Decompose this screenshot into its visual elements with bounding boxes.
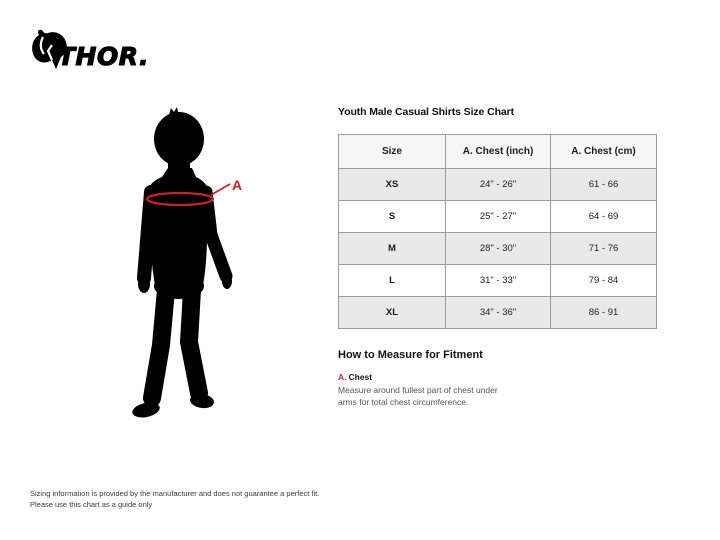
- cell-size: XL: [339, 297, 446, 329]
- table-row-l: [339, 265, 657, 297]
- table-row-s: [339, 201, 657, 233]
- brand-wordmark: THOR.: [58, 42, 149, 71]
- measure-item-key: A.: [338, 372, 347, 382]
- cell-chest-cm: 86 - 91: [551, 297, 657, 329]
- table-row-xl: [339, 297, 657, 329]
- cell-chest-inch: 31" - 33": [446, 265, 551, 297]
- cell-chest-inch: 24" - 26": [446, 169, 551, 201]
- cell-size: XS: [339, 169, 446, 201]
- youth-silhouette-figure: [110, 90, 310, 440]
- sizing-disclaimer: [30, 489, 319, 511]
- table-row-xs: [339, 169, 657, 201]
- cell-chest-inch: 34" - 36": [446, 297, 551, 329]
- cell-chest-inch: 25" - 27": [446, 201, 551, 233]
- how-to-measure-heading: How to Measure for Fitment: [338, 349, 483, 361]
- chest-measure-point-label: A: [232, 177, 243, 193]
- cell-size: L: [339, 265, 446, 297]
- cell-size: M: [339, 233, 446, 265]
- cell-chest-cm: 64 - 69: [551, 201, 657, 233]
- cell-chest-inch: 28" - 30": [446, 233, 551, 265]
- disclaimer-line-2: Please use this chart as a guide only: [30, 499, 153, 509]
- measure-item-description: Measure around fullest part of chest under arms for total chest circumference.: [338, 385, 498, 407]
- column-header-chest-cm: A. Chest (cm): [551, 135, 657, 169]
- child-silhouette: [131, 107, 232, 420]
- cell-size: S: [339, 201, 446, 233]
- table-header-row: [339, 135, 657, 169]
- size-chart-title: Youth Male Casual Shirts Size Chart: [338, 106, 515, 118]
- column-header-chest-inch: A. Chest (inch): [446, 135, 551, 169]
- cell-chest-cm: 71 - 76: [551, 233, 657, 265]
- measure-item-chest: [338, 372, 372, 382]
- thor-logo: [28, 27, 163, 75]
- table-row-m: [339, 233, 657, 265]
- disclaimer-line-1: Sizing information is provided by the manufacturer and does not guarantee a perfect fit.: [30, 489, 320, 498]
- column-header-size: Size: [339, 135, 446, 169]
- cell-chest-cm: 79 - 84: [551, 265, 657, 297]
- size-chart-table: [338, 134, 657, 329]
- measure-item-label: Chest: [348, 372, 373, 382]
- cell-chest-cm: 61 - 66: [551, 169, 657, 201]
